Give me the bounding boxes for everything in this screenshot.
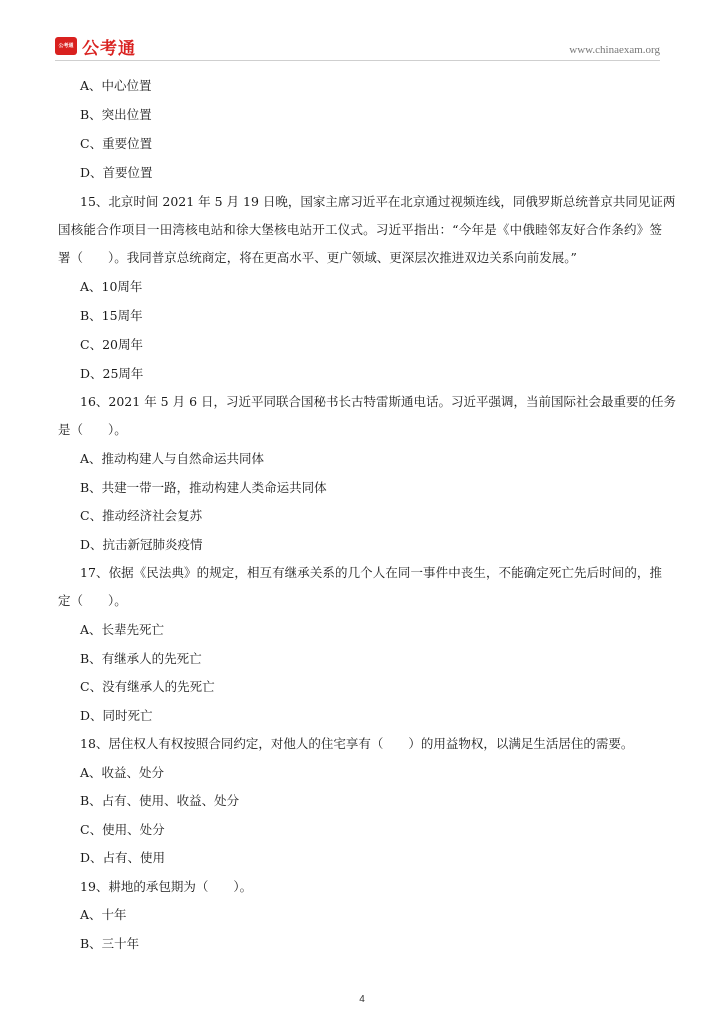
q18-option-c: C、使用、处分 (80, 822, 165, 837)
q19-option-b: B、三十年 (80, 936, 140, 951)
q16-text-line1: 16、2021 年 5 月 6 日，习近平同联合国秘书长古特雷斯通电话。习近平强调，当前国际社会最重要的任务 (80, 394, 676, 409)
q17-option-c: C、没有继承人的先死亡 (80, 679, 215, 694)
q15-text-line3: 署（ ）。我同普京总统商定，将在更高水平、更广领域、更深层次推进双边关系向前发展。” (58, 250, 577, 265)
q15-option-d: D、25周年 (80, 366, 144, 381)
q15-text-line1: 15、北京时间 2021 年 5 月 19 日晚，国家主席习近平在北京通过视频连线，同俄罗斯总统普京共同见证两 (80, 194, 676, 209)
q16-option-a: A、推动构建人与自然命运共同体 (80, 451, 265, 466)
q14-option-d: D、首要位置 (80, 165, 153, 180)
q14-option-c: C、重要位置 (80, 136, 153, 151)
q14-option-a: A、中心位置 (80, 78, 152, 93)
q18-option-a: A、收益、处分 (80, 765, 165, 780)
q15-option-a: A、10周年 (80, 279, 143, 294)
q18-option-b: B、占有、使用、收益、处分 (80, 793, 240, 808)
header-divider (55, 60, 660, 61)
q15-text-line2: 国核能合作项目一田湾核电站和徐大堡核电站开工仪式。习近平指出：“今年是《中俄睦邻友好合作条约》签 (58, 222, 662, 237)
page-header (0, 0, 724, 62)
q16-option-b: B、共建一带一路，推动构建人类命运共同体 (80, 480, 327, 495)
q17-option-b: B、有继承人的先死亡 (80, 651, 202, 666)
q17-option-d: D、同时死亡 (80, 708, 153, 723)
q18-option-d: D、占有、使用 (80, 850, 166, 865)
q18-text-line1: 18、居住权人有权按照合同约定，对他人的住宅享有（ ）的用益物权，以满足生活居住的需要。 (80, 736, 634, 751)
page-number: 4 (359, 994, 365, 1005)
q16-option-d: D、抗击新冠肺炎疫情 (80, 537, 203, 552)
logo (55, 36, 136, 59)
q19-text-line1: 19、耕地的承包期为（ ）。 (80, 879, 253, 894)
q15-option-b: B、15周年 (80, 308, 143, 323)
site-url: www.chinaexam.org (569, 44, 660, 56)
logo-badge: 公考通 (55, 37, 77, 55)
q17-text-line1: 17、依据《民法典》的规定，相互有继承关系的几个人在同一事件中丧生，不能确定死亡先后时间的，推 (80, 565, 662, 580)
logo-text: 公考通 (82, 38, 136, 59)
q16-option-c: C、推动经济社会复苏 (80, 508, 203, 523)
q14-option-b: B、突出位置 (80, 107, 152, 122)
q17-option-a: A、长辈先死亡 (80, 622, 165, 637)
q17-text-line2: 定（ ）。 (58, 593, 127, 608)
q15-option-c: C、20周年 (80, 337, 143, 352)
q19-option-a: A、十年 (80, 907, 127, 922)
q16-text-line2: 是（ ）。 (58, 422, 127, 437)
